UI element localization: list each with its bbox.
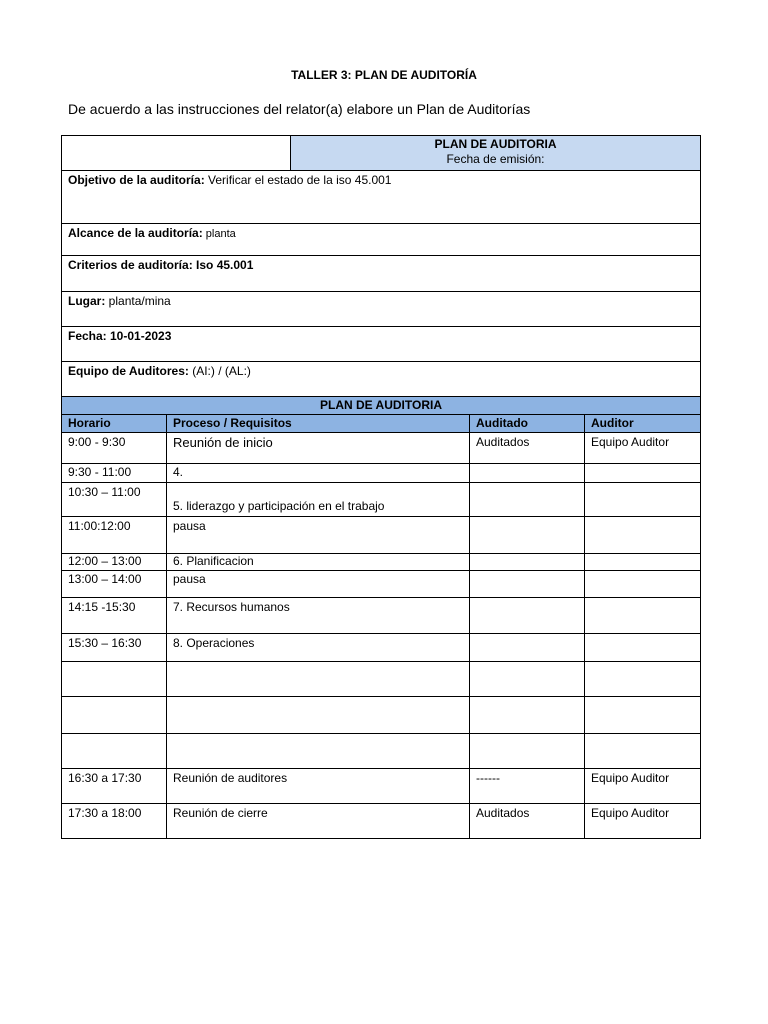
row-audited [470, 517, 585, 554]
row-audited [470, 697, 585, 734]
row-time: 13:00 – 14:00 [62, 571, 167, 598]
row-time [62, 734, 167, 769]
row-time: 9:30 - 11:00 [62, 464, 167, 483]
row-time: 16:30 a 17:30 [62, 769, 167, 804]
row-process [167, 697, 470, 734]
row-time: 15:30 – 16:30 [62, 634, 167, 662]
instructions-text: De acuerdo a las instrucciones del relator(a) elabore un Plan de Auditorías [68, 101, 531, 117]
plan-header-blank-cell [62, 136, 291, 171]
team-value: (AI:) / (AL:) [188, 364, 251, 378]
date-row [62, 327, 701, 362]
row-audited [470, 464, 585, 483]
row-process: 7. Recursos humanos [167, 598, 470, 634]
row-auditor [585, 697, 701, 734]
row-audited: Auditados [470, 433, 585, 464]
row-auditor [585, 517, 701, 554]
table-row [62, 734, 701, 769]
place-value: planta/mina [105, 294, 171, 308]
column-header-auditor: Auditor [585, 415, 701, 433]
row-audited [470, 483, 585, 517]
row-time [62, 662, 167, 697]
row-time [62, 697, 167, 734]
row-process: 4. [167, 464, 470, 483]
row-time: 11:00:12:00 [62, 517, 167, 554]
plan-header-row [62, 136, 701, 171]
table-row [62, 662, 701, 697]
scope-cell [62, 224, 701, 256]
table-row [62, 571, 701, 598]
row-audited [470, 554, 585, 571]
row-auditor [585, 634, 701, 662]
row-process: 5. liderazgo y participación en el trabajo [167, 483, 470, 517]
table-row [62, 464, 701, 483]
place-cell [62, 292, 701, 327]
table-row [62, 433, 701, 464]
table-row [62, 554, 701, 571]
row-audited: Auditados [470, 804, 585, 839]
team-label: Equipo de Auditores: [68, 364, 189, 378]
table-row [62, 517, 701, 554]
table-row [62, 697, 701, 734]
table-row [62, 598, 701, 634]
row-process: 6. Planificacion [167, 554, 470, 571]
table-row [62, 804, 701, 839]
row-time: 10:30 – 11:00 [62, 483, 167, 517]
row-audited [470, 598, 585, 634]
row-time: 14:15 -15:30 [62, 598, 167, 634]
row-process: Reunión de auditores [167, 769, 470, 804]
scope-row [62, 224, 701, 256]
schedule-column-headers [62, 415, 701, 433]
row-auditor [585, 571, 701, 598]
row-auditor [585, 483, 701, 517]
row-time: 9:00 - 9:30 [62, 433, 167, 464]
place-label: Lugar: [68, 294, 106, 308]
emission-date-label: Fecha de emisión: [446, 152, 545, 166]
row-audited: ------ [470, 769, 585, 804]
column-header-process: Proceso / Requisitos [167, 415, 470, 433]
row-auditor [585, 598, 701, 634]
objective-row [62, 171, 701, 224]
date-label: Fecha: 10-01-2023 [68, 329, 172, 343]
plan-header-title: PLAN DE AUDITORIA [434, 137, 557, 151]
row-process: pausa [167, 517, 470, 554]
row-process: pausa [167, 571, 470, 598]
schedule-title-row [62, 397, 701, 415]
row-audited [470, 571, 585, 598]
team-row [62, 362, 701, 397]
table-row [62, 483, 701, 517]
date-cell [62, 327, 701, 362]
objective-cell [62, 171, 701, 224]
scope-label: Alcance de la auditoría: [68, 226, 203, 240]
audit-plan-table [61, 135, 701, 839]
criteria-label: Criterios de auditoría: Iso 45.001 [68, 258, 254, 272]
objective-value: Verificar el estado de la iso 45.001 [204, 173, 392, 187]
objective-label: Objetivo de la auditoría: [68, 173, 205, 187]
criteria-row [62, 256, 701, 292]
row-auditor: Equipo Auditor [585, 433, 701, 464]
row-auditor [585, 734, 701, 769]
row-process: Reunión de inicio [167, 433, 470, 464]
row-time: 17:30 a 18:00 [62, 804, 167, 839]
row-audited [470, 634, 585, 662]
scope-value: planta [202, 228, 236, 240]
table-row [62, 634, 701, 662]
column-header-time: Horario [62, 415, 167, 433]
row-time: 12:00 – 13:00 [62, 554, 167, 571]
row-process [167, 734, 470, 769]
table-row [62, 769, 701, 804]
plan-header-cell [291, 136, 701, 171]
place-row [62, 292, 701, 327]
row-auditor [585, 464, 701, 483]
column-header-audited: Auditado [470, 415, 585, 433]
row-audited [470, 734, 585, 769]
schedule-title: PLAN DE AUDITORIA [62, 397, 701, 415]
row-process [167, 662, 470, 697]
document-title: TALLER 3: PLAN DE AUDITORÍA [291, 68, 477, 82]
row-auditor [585, 662, 701, 697]
row-process: Reunión de cierre [167, 804, 470, 839]
row-process: 8. Operaciones [167, 634, 470, 662]
row-auditor: Equipo Auditor [585, 769, 701, 804]
row-audited [470, 662, 585, 697]
row-auditor [585, 554, 701, 571]
criteria-cell [62, 256, 701, 292]
team-cell [62, 362, 701, 397]
row-auditor: Equipo Auditor [585, 804, 701, 839]
